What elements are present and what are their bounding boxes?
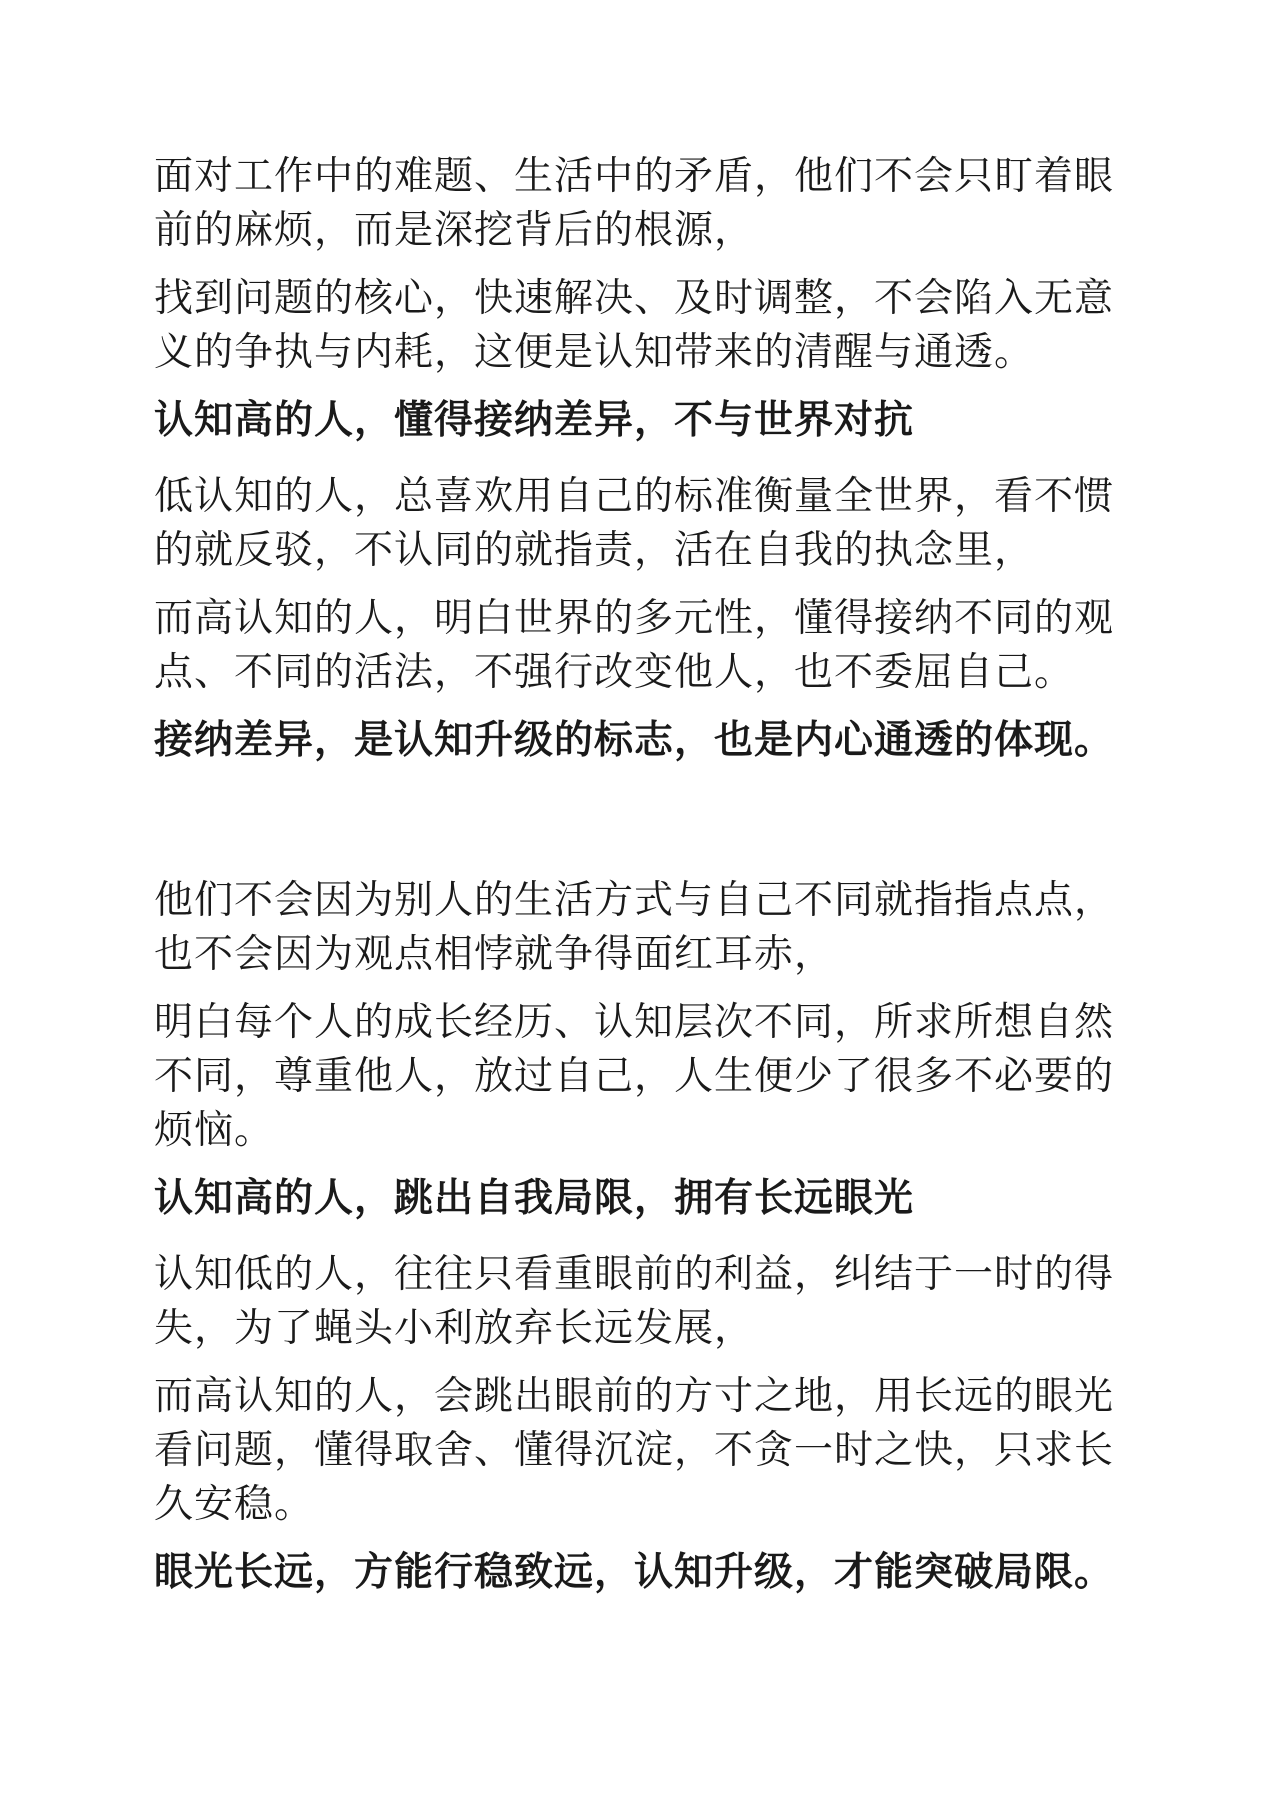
document-page	[154, 150, 1134, 1622]
emphasis-paragraph: 接纳差异，是认知升级的标志，也是内心通透的体现。	[154, 718, 1115, 763]
body-paragraph: 他们不会因为别人的生活方式与自己不同就指指点点，也不会因为观点相悖就争得面红耳赤，	[154, 878, 1115, 977]
body-paragraph: 低认知的人，总喜欢用自己的标准衡量全世界，看不惯的就反驳，不认同的就指责，活在自我的执念里，	[154, 474, 1115, 573]
body-paragraph: 找到问题的核心，快速解决、及时调整，不会陷入无意义的争执与内耗，这便是认知带来的清醒与通透。	[154, 276, 1115, 375]
section-heading: 认知高的人，懂得接纳差异，不与世界对抗	[154, 398, 915, 443]
body-paragraph: 而高认知的人，明白世界的多元性，懂得接纳不同的观点、不同的活法，不强行改变他人，也不委屈自己。	[154, 596, 1115, 695]
body-paragraph: 面对工作中的难题、生活中的矛盾，他们不会只盯着眼前的麻烦，而是深挖背后的根源，	[154, 154, 1115, 253]
section-heading: 认知高的人，跳出自我局限，拥有长远眼光	[154, 1176, 915, 1221]
body-paragraph: 而高认知的人，会跳出眼前的方寸之地，用长远的眼光看问题，懂得取舍、懂得沉淀，不贪一时之快，只求长久安稳。	[154, 1374, 1115, 1527]
body-paragraph: 明白每个人的成长经历、认知层次不同，所求所想自然不同，尊重他人，放过自己，人生便少了很多不必要的烦恼。	[154, 1000, 1115, 1153]
spacer	[154, 790, 1134, 874]
body-paragraph: 认知低的人，往往只看重眼前的利益，纠结于一时的得失，为了蝇头小利放弃长远发展，	[154, 1252, 1115, 1351]
emphasis-paragraph: 眼光长远，方能行稳致远，认知升级，才能突破局限。	[154, 1550, 1115, 1595]
